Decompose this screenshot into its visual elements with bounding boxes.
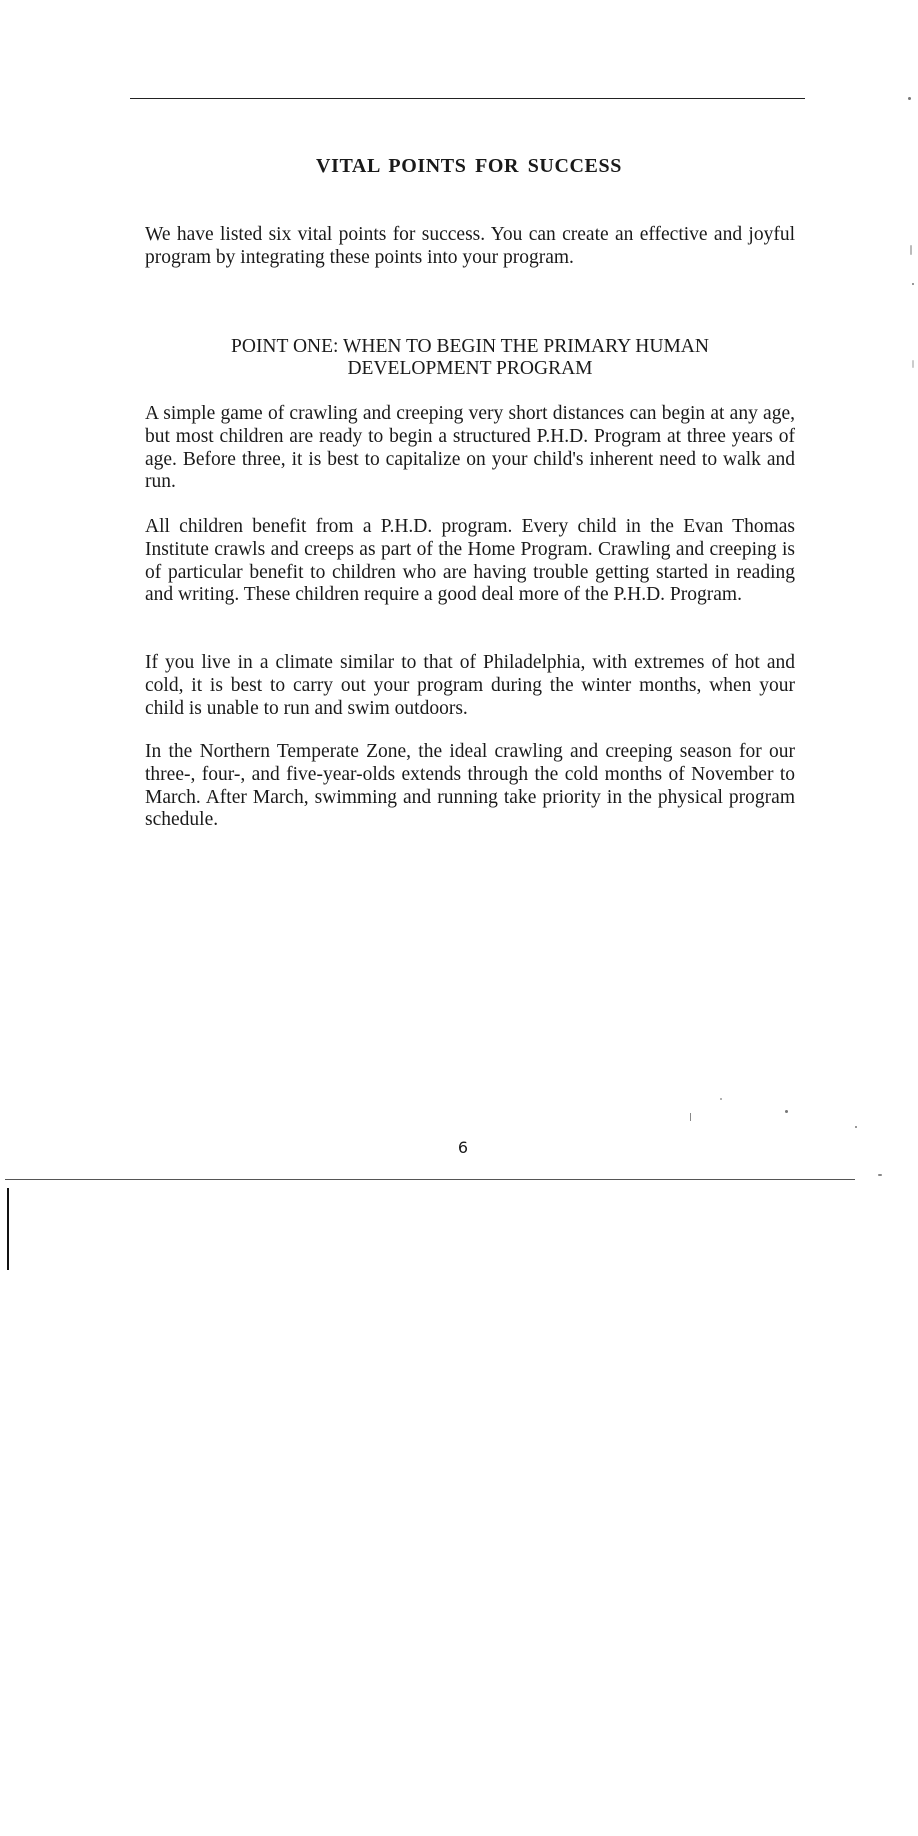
body-paragraph-2: All children benefit from a P.H.D. program. Every child in the Evan Thomas Institute crawls and creeps as part of the Home Program. Crawling and creeping is of particular benefit to children who are having trouble getting started in reading and writing. These children require a good deal more of the P.H.D. Program. [145, 516, 795, 606]
body-paragraph-3: If you live in a climate similar to that of Philadelphia, with extremes of hot and cold, it is best to carry out your program during the winter months, when your child is unable to run and swim outdoors. [145, 652, 795, 719]
section-heading [180, 336, 760, 380]
scan-speck [720, 1098, 722, 1100]
body-paragraph-4: In the Northern Temperate Zone, the ideal crawling and creeping season for our three-, four-, and five-year-olds extends through the cold months of November to March. After March, swimming and running take priority in the physical program schedule. [145, 741, 795, 831]
scan-speck [878, 1174, 882, 1176]
scan-speck [912, 283, 914, 285]
page-number: 6 [457, 1138, 469, 1157]
scan-speck [690, 1113, 691, 1121]
section-heading-line-1: POINT ONE: WHEN TO BEGIN THE PRIMARY HUMAN [231, 336, 709, 357]
scan-speck [785, 1110, 788, 1113]
section-heading-line-2: DEVELOPMENT PROGRAM [347, 358, 593, 379]
scan-speck [855, 1126, 857, 1128]
body-paragraph-1: A simple game of crawling and creeping very short distances can begin at any age, but most children are ready to begin a structured P.H.D. Program at three years of age. Before three, it is best to capitalize on your child's inherent need to walk and run. [145, 403, 795, 493]
scan-speck [908, 97, 911, 100]
page-title: VITAL POINTS FOR SUCCESS [316, 155, 622, 177]
scan-speck [912, 360, 914, 368]
scan-speck [910, 245, 912, 255]
scan-margin-bar [7, 1188, 9, 1270]
top-rule [130, 98, 805, 99]
intro-paragraph: We have listed six vital points for success. You can create an effective and joyful program by integrating these points into your program. [145, 224, 795, 268]
bottom-rule [5, 1179, 855, 1180]
